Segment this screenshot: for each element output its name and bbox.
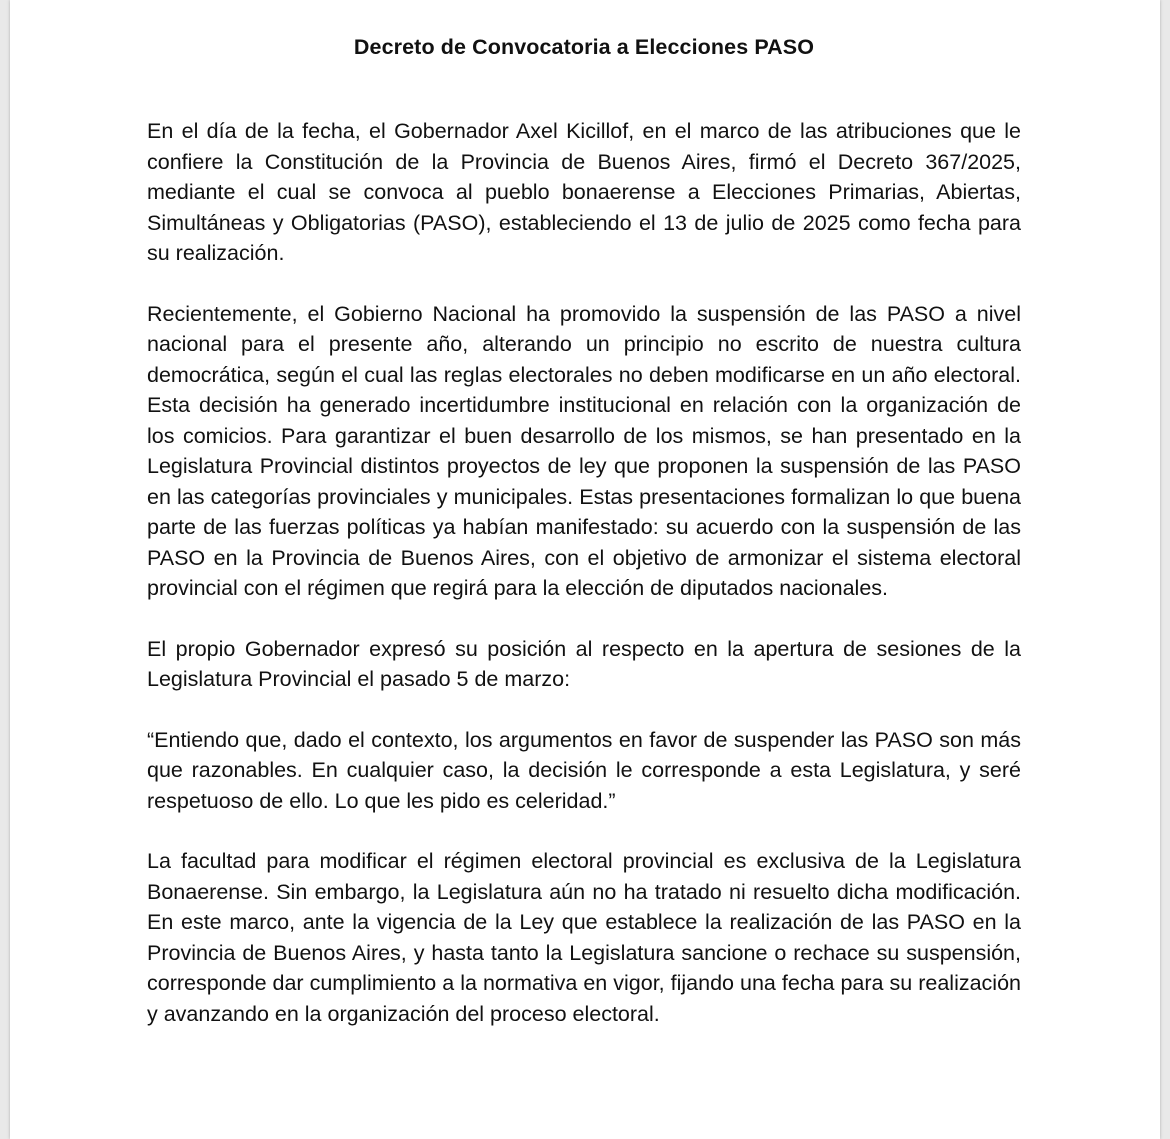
paragraph-quote: “Entiendo que, dado el contexto, los argumentos en favor de suspender las PASO son más que razonables. En cualquier caso, la decisión le corresponde a esta Legislatura, y seré respetuoso de ello. Lo que les pido es celeridad.”: [147, 727, 1021, 813]
document-title: Decreto de Convocatoria a Elecciones PASO: [353, 35, 815, 59]
paragraph-context: Recientemente, el Gobierno Nacional ha promovido la suspensión de las PASO a nivel nacional para el presente año, alterando un principio no escrito de nuestra cultura democrática, según el cual las reglas electorales no deben modificarse en un año electoral. Esta decisión ha generado incertidumbre institucional en relación con la organización de los comicios. Para garantizar el buen desarrollo de los mismos, se han presentado en la Legislatura Provincial distintos proyectos de ley que proponen la suspensión de las PASO en las categorías provinciales y municipales. Estas presentaciones formalizan lo que buena parte de las fuerzas políticas ya habían manifestado: su acuerdo con la suspensión de las PASO en la Provincia de Buenos Aires, con el objetivo de armonizar el sistema electoral provincial con el régimen que regirá para la elección de diputados nacionales.: [147, 301, 1021, 600]
paragraph-legislature: La facultad para modificar el régimen electoral provincial es exclusiva de la Legislatura Bonaerense. Sin embargo, la Legislatura aún no ha tratado ni resuelto dicha modificación. En este marco, ante la vigencia de la Ley que establece la realización de las PASO en la Provincia de Buenos Aires, y hasta tanto la Legislatura sancione o rechace su suspensión, corresponde dar cumplimiento a la normativa en vigor, fijando una fecha para su realización y avanzando en la organización del proceso electoral.: [147, 849, 1021, 1026]
paragraph-decree: En el día de la fecha, el Gobernador Axel Kicillof, en el marco de las atribuciones que le confiere la Constitución de la Provincia de Buenos Aires, firmó el Decreto 367/2025, mediante el cual se convoca al pueblo bonaerense a Elecciones Primarias, Abiertas, Simultáneas y Obligatorias (PASO), estableciendo el 13 de julio de 2025 como fecha para su realización.: [147, 119, 1021, 265]
document-body: [147, 0, 1021, 1029]
paragraph-governor-position: El propio Gobernador expresó su posición al respecto en la apertura de sesiones de la Legislatura Provincial el pasado 5 de marzo:: [147, 636, 1021, 691]
document-page: [10, 0, 1160, 1139]
